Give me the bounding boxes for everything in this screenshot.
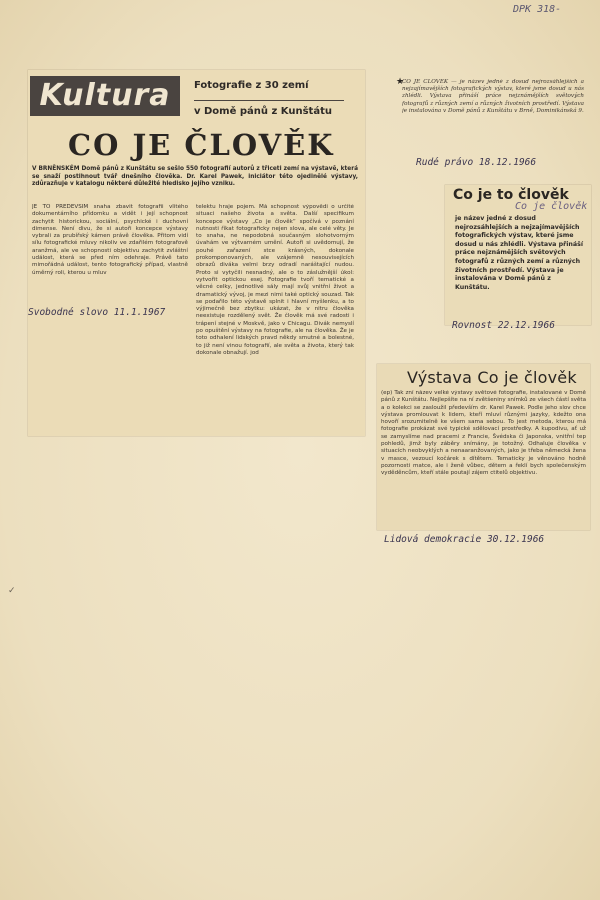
clipping-headline: Výstava Co je člověk: [407, 368, 577, 387]
archive-number-note: DPK 318-: [513, 4, 562, 15]
star-icon: ★: [396, 77, 405, 87]
clipping-headline: Co je to člověk: [453, 187, 569, 203]
clipping-subtitle: Fotografie z 30 zemí: [194, 80, 309, 91]
article-column-1: JE TO PŘEDEVŠÍM snaha zbavit fotografii vlitého dokumentárního přídomku a vidět i její schopnost zachytit historickou, sociální, psychické i duchovní dimense. Není divu, že si autoři koncepce výstavy vybrali za prubířský kámen právě člověka. Přitom vidí sílu fotografické mluvy nikoliv ve zdařilém fotografově aranžmá, ale ve schopnosti objektivu zachytit zvláštní událost, která se před ním odehraje. Právě tato mimořádná událost, tento fotografický případ, vlastně úměrný roli, kterou u mluv: [32, 204, 188, 276]
handwritten-source-note: Rudé právo 18.12.1966: [416, 157, 537, 168]
subtitle-divider: [194, 100, 344, 101]
clipping-lead-paragraph: V BRNĚNSKÉM Domě pánů z Kunštátu se sešlo 550 fotografií autorů z třiceti zemí na výstavě, která se snaží postihnout tvář dnešního člověka. Dr. Karel Pawek, iniciátor této ojedinělé výstavy, zdůrazňuje v katalogu některé důležité hledisko jejího vzniku.: [32, 166, 358, 188]
clipping-body-text: (ep) Tak zní název velké výstavy světové fotografie, instalované v Domě pánů z Kunštátu. Nejlepšíte na ní zvětšeniny snímků ze všech částí světa a o kolekci se zasloužil především dr. Karel Pawek. Podle jeho slov chce výstava promlouvat k lidem, kteří mluví různými jazyky, kdežto ona hovoří srozumitelně ke všem sama sebou. To jest metoda, kterou má fotografie prokázat své typické sdělovací prostředky. A kupodivu, ať už se zamyslíme nad pracemi z Francie, Švédska či Japonska, vnitřní tep pohledů, jimž byly záběry snímány, je totožný. Odhaluje člověka v situacích neobvyklých a nenaaranžovaných, jako je třeba německá žena v masce, vezoucí kočárek s dítětem. Tematicky je věnováno hodně pozornosti matce, ale i ženě vůbec, dětem a řeklí bych společenským vyděděncům, kteří stále poutají zájem ctitelů objektivu.: [381, 390, 586, 477]
clipping-headline: CO JE ČLOVĚK: [68, 128, 335, 162]
article-column-2: telektu hraje pojem. Má schopnost výpovědi o určité situaci našeho života a světa. Další specifikum koncepce výstavy „Co je člověk“ spočívá v poznání nutnosti říkat fotograficky nejen slova, ale celé věty. Je to snaha, ne nepodobná současným slohotvorným úvahám ve výtvarném umění. Autoři si uvědomují, že pouhé zařazení stce krásných, dokonale prokomponovaných, ale vzájemně nesouvisejících obrazů diváka velmi brzy odradí naráštající nudou. Proto si vytyčili nesnadný, ale o to záslužnější úkol: vytvořit optickou esej. Fotografie tvoří tematické a věcné celky, jednotlivé sály mají svůj vnitřní život a dramatický vývoj, je mezi nimi také optický souzad. Tak se podařilo této výstavě splnit i hlavní myšlenku, a to výjimečně bez zbytku: ukázat, že v nitru člověka neexistuje rozdělený svět. Že člověk má své radosti i trápení stejné v Moskvě, jako v Chicagu. Divák nemyslí po opuštění výstavy na fotografie, ale na člověka. Že je toto odhalení lidských pravd někdy smutné a bolestné, to již není vinou fotografií, ale světa a života, který tak dokonale obnažují. jod: [196, 204, 354, 356]
handwritten-source-note: Lidová demokracie 30.12.1966: [384, 534, 545, 545]
clipping-svobodne-slovo: [28, 70, 365, 436]
clipping-notice-text: CO JE ČLOVĚK — je název jedné z dosud nejrozsáhlejších a nejzajímavějších fotografických výstav, které jsme dosud u nás zhlédli. Výstava přináší práce nejznámějších světových fotografů z různých zemí a různých životních prostředí. Výstava je instalována v Domě pánů z Kunštátu v Brně, Dominikánská 9.: [402, 79, 584, 114]
clipping-lidova-demokracie: [377, 364, 590, 530]
handwritten-source-note: Svobodné slovo 11.1.1967: [28, 307, 166, 318]
clipping-subtitle-location: v Domě pánů z Kunštátu: [194, 106, 332, 117]
clipping-rovnost: [445, 185, 591, 325]
handwritten-source-note: Rovnost 22.12.1966: [452, 320, 555, 331]
clipping-rude-pravo: [396, 75, 588, 163]
handwritten-correction: Co je člověk: [515, 201, 588, 212]
section-banner-kultura: Kultura: [30, 76, 180, 116]
clipping-body-text: je název jedné z dosud nejrozsáhlejších a nejzajímavějších fotografických výstav, které jsme dosud u nás zhlédli. Výstava přináší práce nejznámějších světových fotografů z různých zemí a různých životních prostředí. Výstava je instalována v Domě pánů z Kunštátu.: [455, 215, 584, 291]
margin-mark: ✓: [8, 586, 16, 596]
